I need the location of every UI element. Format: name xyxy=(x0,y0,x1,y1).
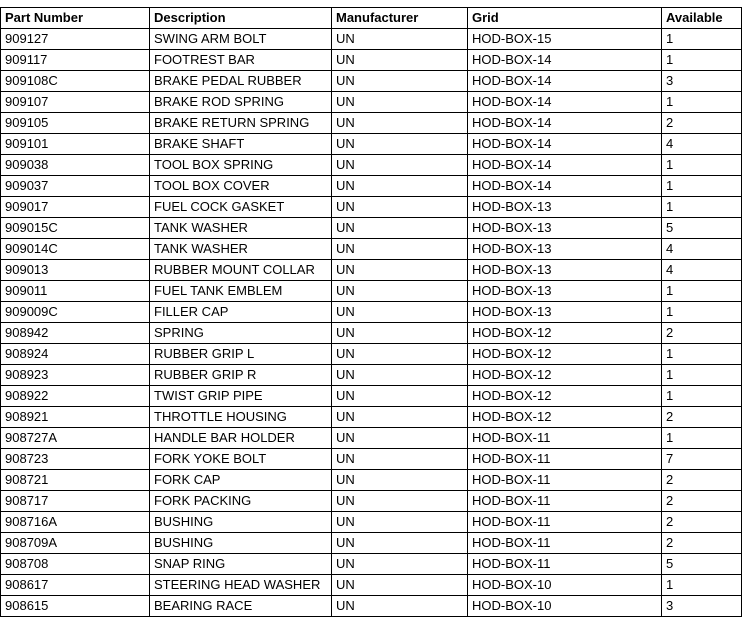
cell-description: SNAP RING xyxy=(150,554,332,575)
table-row xyxy=(1,449,742,470)
table-row xyxy=(1,596,742,617)
cell-grid: HOD-BOX-13 xyxy=(468,302,662,323)
cell-manufacturer: UN xyxy=(332,554,468,575)
cell-grid: HOD-BOX-12 xyxy=(468,386,662,407)
cell-available: 1 xyxy=(662,344,742,365)
cell-available: 1 xyxy=(662,428,742,449)
cell-description: BUSHING xyxy=(150,533,332,554)
cell-description: FILLER CAP xyxy=(150,302,332,323)
cell-description: FORK YOKE BOLT xyxy=(150,449,332,470)
cell-part-number: 908721 xyxy=(1,470,150,491)
cell-available: 1 xyxy=(662,365,742,386)
cell-grid: HOD-BOX-14 xyxy=(468,71,662,92)
cell-description: BRAKE PEDAL RUBBER xyxy=(150,71,332,92)
table-row xyxy=(1,71,742,92)
cell-part-number: 909108C xyxy=(1,71,150,92)
cell-description: TWIST GRIP PIPE xyxy=(150,386,332,407)
cell-manufacturer: UN xyxy=(332,260,468,281)
cell-grid: HOD-BOX-14 xyxy=(468,134,662,155)
table-row xyxy=(1,176,742,197)
cell-part-number: 908727A xyxy=(1,428,150,449)
cell-part-number: 908708 xyxy=(1,554,150,575)
cell-grid: HOD-BOX-14 xyxy=(468,50,662,71)
cell-part-number: 909101 xyxy=(1,134,150,155)
table-row xyxy=(1,113,742,134)
cell-available: 2 xyxy=(662,407,742,428)
cell-description: FUEL TANK EMBLEM xyxy=(150,281,332,302)
cell-part-number: 909105 xyxy=(1,113,150,134)
cell-available: 3 xyxy=(662,71,742,92)
cell-part-number: 909127 xyxy=(1,29,150,50)
cell-available: 2 xyxy=(662,113,742,134)
cell-description: HANDLE BAR HOLDER xyxy=(150,428,332,449)
cell-part-number: 908709A xyxy=(1,533,150,554)
cell-manufacturer: UN xyxy=(332,134,468,155)
cell-available: 1 xyxy=(662,386,742,407)
cell-available: 1 xyxy=(662,302,742,323)
cell-manufacturer: UN xyxy=(332,449,468,470)
cell-grid: HOD-BOX-14 xyxy=(468,155,662,176)
cell-manufacturer: UN xyxy=(332,533,468,554)
cell-description: BRAKE RETURN SPRING xyxy=(150,113,332,134)
table-row xyxy=(1,575,742,596)
table-row xyxy=(1,197,742,218)
cell-description: THROTTLE HOUSING xyxy=(150,407,332,428)
cell-grid: HOD-BOX-12 xyxy=(468,323,662,344)
cell-available: 1 xyxy=(662,197,742,218)
cell-description: RUBBER GRIP R xyxy=(150,365,332,386)
table-row xyxy=(1,554,742,575)
cell-available: 1 xyxy=(662,176,742,197)
cell-manufacturer: UN xyxy=(332,365,468,386)
cell-part-number: 909038 xyxy=(1,155,150,176)
cell-part-number: 908723 xyxy=(1,449,150,470)
cell-available: 2 xyxy=(662,533,742,554)
cell-part-number: 909037 xyxy=(1,176,150,197)
table-row xyxy=(1,512,742,533)
cell-description: TOOL BOX COVER xyxy=(150,176,332,197)
cell-available: 3 xyxy=(662,596,742,617)
table-header xyxy=(1,8,742,29)
cell-manufacturer: UN xyxy=(332,92,468,113)
table-row xyxy=(1,491,742,512)
cell-available: 2 xyxy=(662,470,742,491)
table-row xyxy=(1,470,742,491)
table-row xyxy=(1,239,742,260)
table-row xyxy=(1,302,742,323)
cell-grid: HOD-BOX-13 xyxy=(468,281,662,302)
cell-manufacturer: UN xyxy=(332,281,468,302)
cell-manufacturer: UN xyxy=(332,596,468,617)
cell-grid: HOD-BOX-11 xyxy=(468,554,662,575)
cell-available: 1 xyxy=(662,281,742,302)
cell-manufacturer: UN xyxy=(332,218,468,239)
cell-grid: HOD-BOX-10 xyxy=(468,596,662,617)
cell-description: BEARING RACE xyxy=(150,596,332,617)
cell-grid: HOD-BOX-14 xyxy=(468,113,662,134)
cell-available: 2 xyxy=(662,323,742,344)
cell-grid: HOD-BOX-10 xyxy=(468,575,662,596)
cell-description: FUEL COCK GASKET xyxy=(150,197,332,218)
cell-available: 1 xyxy=(662,50,742,71)
cell-part-number: 909015C xyxy=(1,218,150,239)
cell-available: 1 xyxy=(662,29,742,50)
table-row xyxy=(1,407,742,428)
table-row xyxy=(1,134,742,155)
cell-available: 1 xyxy=(662,155,742,176)
cell-part-number: 908922 xyxy=(1,386,150,407)
header-part-number: Part Number xyxy=(1,8,150,29)
cell-grid: HOD-BOX-13 xyxy=(468,260,662,281)
cell-available: 1 xyxy=(662,575,742,596)
cell-part-number: 908923 xyxy=(1,365,150,386)
cell-grid: HOD-BOX-13 xyxy=(468,197,662,218)
cell-part-number: 908942 xyxy=(1,323,150,344)
table-row xyxy=(1,29,742,50)
cell-manufacturer: UN xyxy=(332,470,468,491)
table-row xyxy=(1,92,742,113)
table-body xyxy=(1,29,742,617)
cell-grid: HOD-BOX-11 xyxy=(468,533,662,554)
cell-manufacturer: UN xyxy=(332,512,468,533)
cell-description: SWING ARM BOLT xyxy=(150,29,332,50)
cell-description: TANK WASHER xyxy=(150,218,332,239)
cell-manufacturer: UN xyxy=(332,239,468,260)
table-row xyxy=(1,386,742,407)
cell-manufacturer: UN xyxy=(332,386,468,407)
header-available: Available xyxy=(662,8,742,29)
cell-description: RUBBER GRIP L xyxy=(150,344,332,365)
cell-grid: HOD-BOX-14 xyxy=(468,176,662,197)
cell-part-number: 908617 xyxy=(1,575,150,596)
cell-manufacturer: UN xyxy=(332,29,468,50)
cell-part-number: 909013 xyxy=(1,260,150,281)
header-manufacturer: Manufacturer xyxy=(332,8,468,29)
cell-description: STEERING HEAD WASHER xyxy=(150,575,332,596)
cell-description: TANK WASHER xyxy=(150,239,332,260)
cell-part-number: 909014C xyxy=(1,239,150,260)
cell-grid: HOD-BOX-11 xyxy=(468,512,662,533)
table-row xyxy=(1,428,742,449)
header-grid: Grid xyxy=(468,8,662,29)
parts-sheet xyxy=(0,7,741,617)
cell-manufacturer: UN xyxy=(332,176,468,197)
cell-available: 1 xyxy=(662,92,742,113)
cell-available: 7 xyxy=(662,449,742,470)
cell-manufacturer: UN xyxy=(332,113,468,134)
cell-part-number: 909017 xyxy=(1,197,150,218)
table-row xyxy=(1,365,742,386)
cell-available: 4 xyxy=(662,260,742,281)
table-row xyxy=(1,344,742,365)
table-row xyxy=(1,155,742,176)
cell-available: 5 xyxy=(662,218,742,239)
cell-description: FORK CAP xyxy=(150,470,332,491)
table-row xyxy=(1,281,742,302)
cell-part-number: 908615 xyxy=(1,596,150,617)
cell-grid: HOD-BOX-12 xyxy=(468,365,662,386)
cell-part-number: 909009C xyxy=(1,302,150,323)
header-description: Description xyxy=(150,8,332,29)
header-row xyxy=(1,8,742,29)
table-row xyxy=(1,50,742,71)
cell-description: BRAKE ROD SPRING xyxy=(150,92,332,113)
cell-part-number: 909107 xyxy=(1,92,150,113)
cell-description: RUBBER MOUNT COLLAR xyxy=(150,260,332,281)
cell-grid: HOD-BOX-11 xyxy=(468,470,662,491)
cell-description: BUSHING xyxy=(150,512,332,533)
cell-manufacturer: UN xyxy=(332,491,468,512)
cell-available: 2 xyxy=(662,512,742,533)
cell-grid: HOD-BOX-11 xyxy=(468,491,662,512)
cell-manufacturer: UN xyxy=(332,407,468,428)
table-row xyxy=(1,323,742,344)
cell-manufacturer: UN xyxy=(332,155,468,176)
cell-manufacturer: UN xyxy=(332,197,468,218)
cell-grid: HOD-BOX-13 xyxy=(468,239,662,260)
cell-part-number: 909011 xyxy=(1,281,150,302)
cell-description: FOOTREST BAR xyxy=(150,50,332,71)
cell-grid: HOD-BOX-12 xyxy=(468,407,662,428)
cell-manufacturer: UN xyxy=(332,71,468,92)
cell-available: 5 xyxy=(662,554,742,575)
cell-available: 4 xyxy=(662,239,742,260)
cell-description: SPRING xyxy=(150,323,332,344)
cell-description: TOOL BOX SPRING xyxy=(150,155,332,176)
table-row xyxy=(1,218,742,239)
cell-part-number: 908921 xyxy=(1,407,150,428)
cell-manufacturer: UN xyxy=(332,428,468,449)
cell-manufacturer: UN xyxy=(332,323,468,344)
cell-available: 4 xyxy=(662,134,742,155)
cell-grid: HOD-BOX-15 xyxy=(468,29,662,50)
cell-available: 2 xyxy=(662,491,742,512)
cell-grid: HOD-BOX-13 xyxy=(468,218,662,239)
cell-part-number: 908924 xyxy=(1,344,150,365)
cell-manufacturer: UN xyxy=(332,575,468,596)
cell-grid: HOD-BOX-14 xyxy=(468,92,662,113)
cell-manufacturer: UN xyxy=(332,344,468,365)
cell-description: FORK PACKING xyxy=(150,491,332,512)
table-row xyxy=(1,533,742,554)
cell-grid: HOD-BOX-11 xyxy=(468,449,662,470)
cell-grid: HOD-BOX-11 xyxy=(468,428,662,449)
table-row xyxy=(1,260,742,281)
cell-part-number: 909117 xyxy=(1,50,150,71)
cell-description: BRAKE SHAFT xyxy=(150,134,332,155)
cell-manufacturer: UN xyxy=(332,50,468,71)
parts-table xyxy=(0,7,742,617)
cell-part-number: 908717 xyxy=(1,491,150,512)
cell-manufacturer: UN xyxy=(332,302,468,323)
cell-part-number: 908716A xyxy=(1,512,150,533)
cell-grid: HOD-BOX-12 xyxy=(468,344,662,365)
